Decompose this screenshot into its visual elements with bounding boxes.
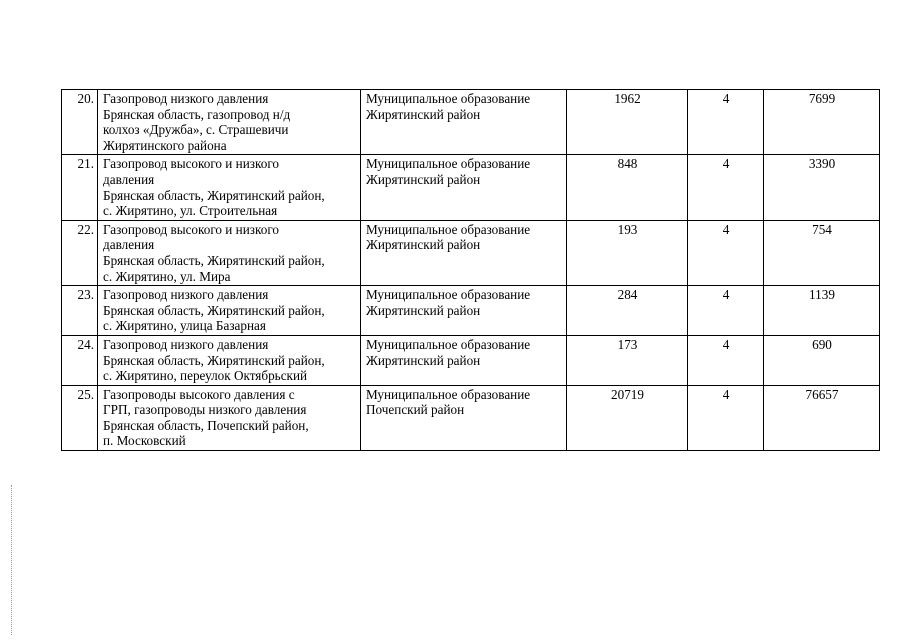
value-cell: 754: [764, 220, 880, 285]
object-name-cell: [98, 335, 361, 385]
object-name-line: Брянская область, Жирятинский район,: [103, 252, 325, 268]
value-cell: 7699: [764, 90, 880, 155]
scan-margin-line: [11, 485, 12, 635]
owner-line: Почепский район: [366, 402, 465, 418]
object-name-line: с. Жирятино, ул. Мира: [103, 268, 231, 284]
owner-line: Муниципальное образование: [366, 91, 531, 106]
table-row: [62, 155, 880, 220]
category-cell: 4: [688, 335, 764, 385]
row-number: 22.: [62, 220, 98, 285]
value-cell: 690: [764, 335, 880, 385]
owner-cell: [361, 385, 567, 450]
row-number: 20.: [62, 90, 98, 155]
category-cell: 4: [688, 90, 764, 155]
length-cell: 20719: [567, 385, 688, 450]
length-cell: 284: [567, 286, 688, 336]
length-cell: 848: [567, 155, 688, 220]
owner-line: Муниципальное образование: [366, 287, 531, 303]
object-name-line: Газопровод низкого давления: [103, 336, 269, 352]
object-name-cell: [98, 385, 361, 450]
gas-pipeline-table: [61, 89, 880, 451]
owner-cell: [361, 335, 567, 385]
object-name-line: давления: [103, 237, 155, 253]
table-row: [62, 385, 880, 450]
length-cell: 173: [567, 335, 688, 385]
length-cell: 193: [567, 220, 688, 285]
table-body: [62, 90, 880, 451]
table-row: [62, 286, 880, 336]
object-name-line: ГРП, газопроводы низкого давления: [103, 402, 307, 418]
value-cell: 76657: [764, 385, 880, 450]
category-cell: 4: [688, 155, 764, 220]
object-name-line: Жирятинского района: [103, 137, 227, 153]
owner-line: Муниципальное образование: [366, 336, 531, 352]
owner-line: Жирятинский район: [366, 237, 481, 253]
object-name-cell: [98, 155, 361, 220]
object-name-line: давления: [103, 171, 155, 187]
category-cell: 4: [688, 220, 764, 285]
owner-line: Муниципальное образование: [366, 156, 531, 172]
row-number: 23.: [62, 286, 98, 336]
object-name-line: Газопровод высокого и низкого: [103, 221, 279, 237]
row-number: 21.: [62, 155, 98, 220]
object-name-cell: [98, 90, 361, 155]
object-name-line: с. Жирятино, ул. Строительная: [103, 203, 278, 219]
owner-line: Жирятинский район: [366, 302, 481, 318]
owner-cell: [361, 155, 567, 220]
owner-line: Муниципальное образование: [366, 386, 531, 402]
owner-line: Жирятинский район: [366, 106, 481, 122]
object-name-cell: [98, 286, 361, 336]
object-name-line: Газопроводы высокого давления с: [103, 386, 295, 402]
object-name-line: Брянская область, Почепский район,: [103, 417, 309, 433]
object-name-line: Газопровод низкого давления: [103, 287, 269, 303]
object-name-line: Брянская область, газопровод н/д: [103, 106, 291, 122]
object-name-cell: [98, 220, 361, 285]
object-name-line: с. Жирятино, улица Базарная: [103, 318, 266, 334]
object-name-line: Брянская область, Жирятинский район,: [103, 302, 325, 318]
table-row: [62, 220, 880, 285]
value-cell: 3390: [764, 155, 880, 220]
owner-line: Жирятинский район: [366, 352, 481, 368]
length-cell: 1962: [567, 90, 688, 155]
object-name-line: Газопровод высокого и низкого: [103, 156, 279, 172]
table-row: [62, 335, 880, 385]
object-name-line: Брянская область, Жирятинский район,: [103, 187, 325, 203]
object-name-line: колхоз «Дружба», с. Страшевичи: [103, 122, 289, 138]
owner-cell: [361, 90, 567, 155]
object-name-line: с. Жирятино, переулок Октябрьский: [103, 368, 308, 384]
row-number: 24.: [62, 335, 98, 385]
category-cell: 4: [688, 385, 764, 450]
owner-line: Муниципальное образование: [366, 221, 531, 237]
table-row: [62, 90, 880, 155]
row-number: 25.: [62, 385, 98, 450]
value-cell: 1139: [764, 286, 880, 336]
owner-cell: [361, 286, 567, 336]
category-cell: 4: [688, 286, 764, 336]
owner-cell: [361, 220, 567, 285]
object-name-line: п. Московский: [103, 433, 186, 449]
object-name-line: Брянская область, Жирятинский район,: [103, 352, 325, 368]
owner-line: Жирятинский район: [366, 171, 481, 187]
object-name-line: Газопровод низкого давления: [103, 91, 269, 106]
